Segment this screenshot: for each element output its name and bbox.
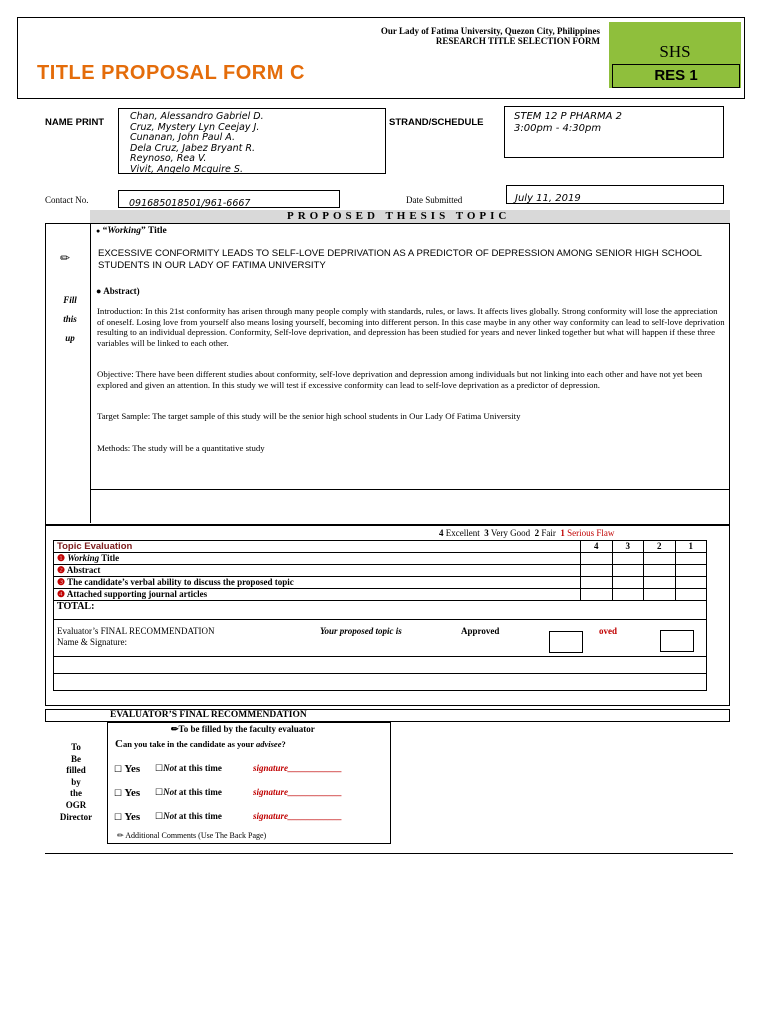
criterion-text: Abstract xyxy=(66,565,101,575)
strand-field[interactable] xyxy=(504,106,724,158)
disapproved-checkbox[interactable] xyxy=(660,630,694,652)
signature-line[interactable]: signature____________ xyxy=(253,763,343,773)
criterion-label xyxy=(54,577,581,589)
name-entry: Dela Cruz, Jabez Bryant R. xyxy=(130,142,255,154)
table-row xyxy=(54,674,707,691)
introduction-text[interactable]: Introduction: In this 21st conformity has arisen through many people comply with standards, rules, or laws. It affects lives globally. Strong conformity will lose the appreciation of oneself. Losing love from yourself also means losing yourself, becoming into different person. In this case maybe in any other way conformity can lead to self-love deprivation resulting to an individual depression. Conformity, Self-love deprivation, and depression has been studied for years and never linked together but what will happen if these three variables will be linked to each other. xyxy=(97,306,725,348)
name-entry: Vivit, Angelo Mcguire S. xyxy=(130,163,243,174)
advisee-option-row xyxy=(114,811,343,823)
legend-text: Serious Flaw xyxy=(567,528,615,538)
yes-label: Yes xyxy=(124,787,141,799)
score-cell[interactable] xyxy=(612,589,644,601)
name-signature-label: Name & Signature: xyxy=(57,637,127,647)
target-sample-text[interactable]: Target Sample: The target sample of this study will be the senior high school students in Our Lady Of Fatima University xyxy=(97,411,521,421)
signature-line[interactable]: signature____________ xyxy=(253,787,343,797)
contact-field[interactable] xyxy=(118,190,340,208)
advisee-option-row xyxy=(114,787,343,799)
bottom-rule xyxy=(45,853,733,854)
disapproved-label: oved xyxy=(599,626,617,636)
date-value: July 11, 2019 xyxy=(515,193,581,204)
working-title-label xyxy=(96,226,167,236)
score-cell[interactable] xyxy=(612,553,644,565)
contact-label: Contact No. xyxy=(45,195,89,205)
rating-legend xyxy=(439,528,614,538)
table-row xyxy=(54,601,707,620)
signature-line[interactable] xyxy=(54,674,707,691)
date-label: Date Submitted xyxy=(406,195,463,205)
abstract-label: ● Abstract) xyxy=(96,286,140,296)
strand-label: STRAND/SCHEDULE xyxy=(389,117,484,128)
criterion-text: Title xyxy=(99,553,120,563)
not-option xyxy=(155,811,222,822)
signature-line[interactable] xyxy=(54,657,707,674)
question-italic: advisee xyxy=(255,739,282,749)
not-label: Not xyxy=(163,811,177,821)
title-word: ” Title xyxy=(140,226,167,236)
pencil-icon: ✏ xyxy=(117,831,124,840)
additional-comments-text: Additional Comments (Use The Back Page) xyxy=(125,831,267,840)
criterion-text: The candidate’s verbal ability to discuss the proposed topic xyxy=(67,577,294,587)
topic-heading xyxy=(90,210,730,223)
criterion-label xyxy=(54,565,581,577)
ogr-word: by xyxy=(71,776,81,787)
final-recommendation-row xyxy=(54,620,707,657)
at-this-time-label: at this time xyxy=(178,787,222,797)
fill-this-up-label xyxy=(60,291,80,348)
topic-divider xyxy=(90,223,91,523)
ogr-word: Director xyxy=(59,811,93,822)
advisee-question xyxy=(115,738,286,750)
score-header: 1 xyxy=(675,541,707,553)
score-cell[interactable] xyxy=(612,565,644,577)
ogr-word: OGR xyxy=(65,799,87,810)
checkbox-icon[interactable]: ☐ xyxy=(155,763,164,773)
topic-bottom-line xyxy=(90,489,730,490)
ogr-director-label xyxy=(54,742,98,823)
criterion-marker: ❸ xyxy=(57,577,66,587)
score-header: 2 xyxy=(644,541,676,553)
score-header: 3 xyxy=(612,541,644,553)
signature-line[interactable]: signature____________ xyxy=(253,811,343,821)
pencil-icon: ✏ xyxy=(171,724,179,734)
table-row xyxy=(54,657,707,674)
criterion-marker: ❷ xyxy=(57,565,66,575)
date-field[interactable] xyxy=(506,185,724,204)
approved-checkbox[interactable] xyxy=(549,631,583,653)
up-word: up xyxy=(65,333,75,343)
checkbox-icon[interactable]: ☐ xyxy=(114,812,123,822)
name-entry: Chan, Alessandro Gabriel D. xyxy=(130,111,264,122)
quote-open: “ xyxy=(102,226,108,236)
legend-text: Fair xyxy=(541,528,556,538)
at-this-time-label: at this time xyxy=(178,811,222,821)
to-be-filled-text: To be filled by the faculty evaluator xyxy=(178,724,315,734)
score-cell[interactable] xyxy=(675,589,707,601)
criterion-italic: Working xyxy=(67,553,100,563)
criterion-marker: ❶ xyxy=(57,553,66,563)
criterion-marker: ❹ xyxy=(57,589,66,599)
total-label: TOTAL: xyxy=(54,601,707,620)
advisee-option-row xyxy=(114,763,343,775)
form-name: RESEARCH TITLE SELECTION FORM xyxy=(435,36,600,46)
question-text: an you take in the candidate as your xyxy=(122,739,254,749)
table-row xyxy=(54,565,707,577)
yes-label: Yes xyxy=(124,763,141,775)
topic-evaluation-heading: Topic Evaluation xyxy=(54,541,581,553)
university-heading xyxy=(381,26,600,46)
university-name: Our Lady of Fatima University, Quezon City, Philippines xyxy=(380,26,600,36)
question-cap: C xyxy=(115,738,123,750)
fill-word: Fill xyxy=(63,295,77,305)
criterion-label xyxy=(54,553,581,565)
score-cell[interactable] xyxy=(644,565,676,577)
not-option xyxy=(155,763,222,774)
this-word: this xyxy=(63,314,77,324)
score-cell[interactable] xyxy=(675,565,707,577)
checkbox-icon[interactable]: ☐ xyxy=(155,811,164,821)
not-label: Not xyxy=(163,787,177,797)
topic-heading-text: PROPOSED THESIS TOPIC xyxy=(287,210,511,222)
checkbox-icon[interactable]: ☐ xyxy=(155,787,164,797)
legend-text: Excellent xyxy=(445,528,480,538)
checkbox-icon[interactable]: ☐ xyxy=(114,764,123,774)
score-cell[interactable] xyxy=(581,565,613,577)
to-be-filled-label xyxy=(171,724,315,735)
table-row xyxy=(54,553,707,565)
your-topic-label: Your proposed topic is xyxy=(320,626,402,636)
checkbox-icon[interactable]: ☐ xyxy=(114,788,123,798)
legend-num: 4 xyxy=(439,528,444,538)
name-entry: Cruz, Mystery Lyn Ceejay J. xyxy=(130,121,260,133)
faculty-heading-bar xyxy=(45,709,730,722)
criterion-text: Attached supporting journal articles xyxy=(66,589,208,599)
faculty-heading: EVALUATOR’S FINAL RECOMMENDATION xyxy=(110,710,307,720)
legend-num: 2 xyxy=(534,528,540,538)
ogr-word: the xyxy=(70,788,82,799)
approved-label: Approved xyxy=(461,626,500,636)
methods-text[interactable]: Methods: The study will be a quantitative study xyxy=(97,443,265,453)
table-row xyxy=(54,541,707,553)
working-word: Working xyxy=(107,226,141,236)
score-cell[interactable] xyxy=(581,589,613,601)
ogr-word: To xyxy=(71,742,81,752)
name-print-label: NAME PRINT xyxy=(45,117,105,128)
table-row xyxy=(54,620,707,657)
ogr-word: Be xyxy=(71,753,81,764)
question-mark: ? xyxy=(281,739,286,749)
pencil-icon: ✏ xyxy=(60,251,71,265)
score-header: 4 xyxy=(581,541,613,553)
evaluation-table xyxy=(53,540,707,691)
strand-value: STEM 12 P PHARMA 2 xyxy=(514,111,623,122)
contact-value: 091685018501/961-6667 xyxy=(129,198,251,209)
names-field[interactable] xyxy=(118,108,386,174)
schedule-value: 3:00pm - 4:30pm xyxy=(514,122,602,134)
additional-comments xyxy=(117,831,266,840)
yes-label: Yes xyxy=(124,811,141,823)
score-cell[interactable] xyxy=(644,589,676,601)
page-title: TITLE PROPOSAL FORM C xyxy=(37,62,305,84)
criterion-label xyxy=(54,589,581,601)
score-cell[interactable] xyxy=(675,577,707,589)
score-cell[interactable] xyxy=(644,577,676,589)
ogr-word: filled xyxy=(66,765,86,776)
score-cell[interactable] xyxy=(675,553,707,565)
bullet: ● xyxy=(96,227,101,235)
res-badge: RES 1 xyxy=(612,64,740,88)
score-cell[interactable] xyxy=(612,577,644,589)
score-cell[interactable] xyxy=(581,577,613,589)
at-this-time-label: at this time xyxy=(178,763,222,773)
name-entry: Reynoso, Rea V. xyxy=(130,153,207,165)
score-cell[interactable] xyxy=(644,553,676,565)
shs-label: SHS xyxy=(659,42,691,61)
table-row xyxy=(54,577,707,589)
objective-text[interactable]: Objective: There have been different studies about conformity, self-love deprivation and depression among individuals but not linking into each other and have not yet been explored and given an attention. In this study we will test if excessive conformity can lead to self-love deprivation as a predictor of depression. xyxy=(97,369,703,390)
legend-text: Very Good xyxy=(490,528,531,538)
score-cell[interactable] xyxy=(581,553,613,565)
working-title-value[interactable]: EXCESSIVE CONFORMITY LEADS TO SELF-LOVE DEPRIVATION AS A PREDICTOR OF DEPRESSION AMONG SENIOR HIGH SCHOOL STUDENTS IN OUR LADY OF FATIMA UNIVERSITY xyxy=(98,248,702,271)
legend-num: 1 xyxy=(560,528,565,538)
not-label: Not xyxy=(163,763,177,773)
name-entry: Cunanan, John Paul A. xyxy=(130,132,236,144)
final-recommendation-label: Evaluator’s FINAL RECOMMENDATION xyxy=(57,626,215,636)
not-option xyxy=(155,787,222,798)
table-row xyxy=(54,589,707,601)
legend-num: 3 xyxy=(484,528,489,538)
